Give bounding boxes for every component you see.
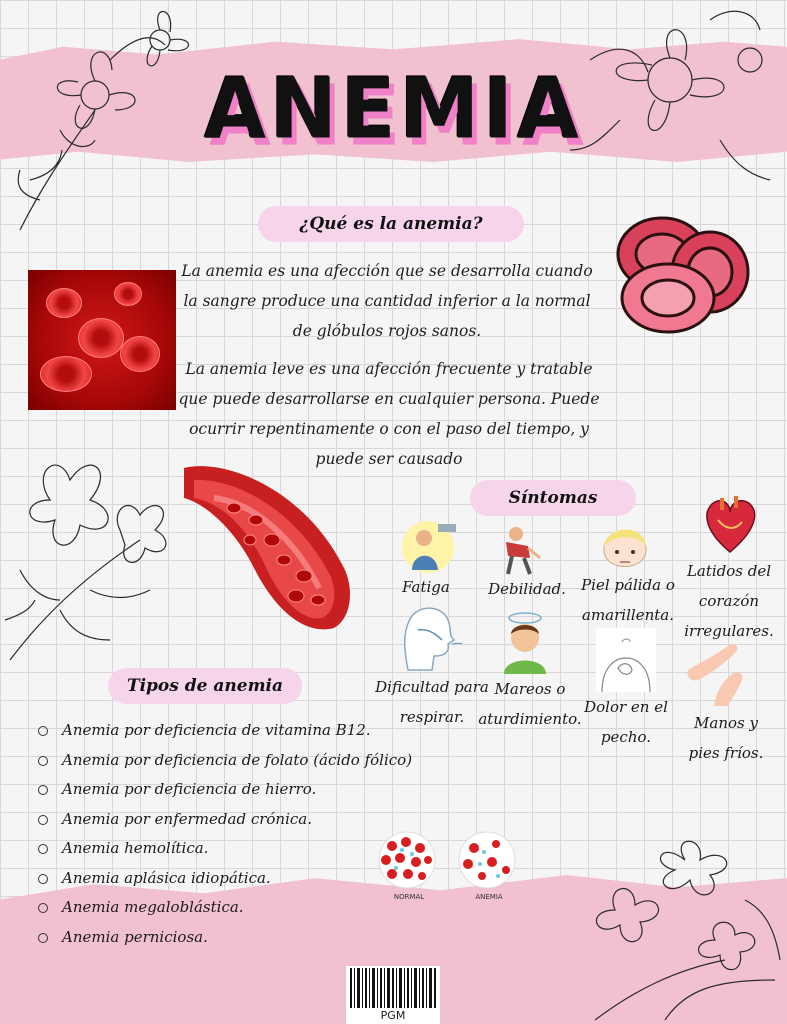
bullet-icon: [38, 785, 48, 795]
red-cell-image: [78, 318, 124, 358]
heart-icon: [700, 492, 760, 556]
pale-face-icon: [596, 520, 654, 576]
symptom-cold-hands-label: Manos y pies fríos.: [688, 714, 764, 762]
red-cell-image: [46, 288, 82, 318]
symptom-breathing-label: Dificultad para respirar.: [375, 678, 489, 726]
symptom-fatigue-label: Fatiga: [402, 578, 450, 596]
list-item: Anemia por enfermedad crónica.: [38, 805, 398, 835]
dizzy-boy-icon: [496, 610, 554, 674]
list-item: Anemia aplásica idiopática.: [38, 864, 398, 894]
types-heading: Tipos de anemia: [108, 668, 302, 704]
symptoms-heading: Síntomas: [470, 480, 636, 516]
bullet-icon: [38, 933, 48, 943]
bullet-icon: [38, 903, 48, 913]
flower-sketch-mid-left-icon: [0, 440, 200, 670]
list-item: Anemia megaloblástica.: [38, 893, 398, 923]
bullet-icon: [38, 726, 48, 736]
symptom-dizziness-label: Mareos o aturdimiento.: [478, 680, 582, 728]
barcode: [346, 966, 440, 1024]
bullet-icon: [38, 815, 48, 825]
anemia-blood-icon: [452, 830, 522, 890]
bullet-icon: [38, 756, 48, 766]
symptom-irregular-heartbeat-label: Latidos del corazón irregulares.: [684, 562, 774, 640]
red-blood-cells-icon: [612, 210, 752, 334]
red-cell-image: [114, 282, 142, 306]
weak-person-icon: [494, 524, 550, 576]
list-item: Anemia perniciosa.: [38, 923, 398, 953]
blood-vessel-icon: [184, 458, 358, 634]
list-item: Anemia por deficiencia de hierro.: [38, 775, 398, 805]
barcode-bars-icon: [346, 966, 440, 1010]
breathing-head-icon: [398, 600, 464, 672]
normal-blood-icon: [372, 830, 442, 890]
page-title: ANEMIA: [204, 59, 583, 158]
normal-label: NORMAL: [393, 893, 425, 901]
symptom-weakness-label: Debilidad.: [488, 580, 566, 598]
flower-sketch-bottom-right-icon: [575, 840, 787, 1024]
list-item: Anemia hemolítica.: [38, 834, 398, 864]
red-cell-image: [120, 336, 160, 372]
bullet-icon: [38, 844, 48, 854]
blood-cells-photo: [28, 270, 176, 410]
anemia-label: ANEMIA: [475, 893, 503, 901]
red-cell-image: [40, 356, 92, 392]
symptom-chest-pain-label: Dolor en el pecho.: [584, 698, 668, 746]
mild-anemia-paragraph: La anemia leve es una afección frecuente y tratable que puede desarrollarse en cualquier persona. Puede ocurrir repentinamente o con el paso del tiempo, y puede ser causado: [178, 360, 600, 468]
symptom-pale-skin-label: Piel pálida o amarillenta.: [581, 576, 675, 624]
list-item: Anemia por deficiencia de folato (ácido fólico): [38, 746, 398, 776]
list-item: Anemia por deficiencia de vitamina B12.: [38, 716, 398, 746]
tired-person-icon: [392, 520, 464, 574]
bullet-icon: [38, 874, 48, 884]
barcode-label: PGM: [380, 1009, 406, 1022]
chest-pain-icon: [596, 628, 656, 692]
what-is-heading: ¿Qué es la anemia?: [258, 206, 524, 242]
definition-paragraph: La anemia es una afección que se desarrolla cuando la sangre produce una cantidad inferior a la normal de glóbulos rojos sanos.: [181, 262, 593, 340]
cold-feet-icon: [684, 638, 748, 708]
